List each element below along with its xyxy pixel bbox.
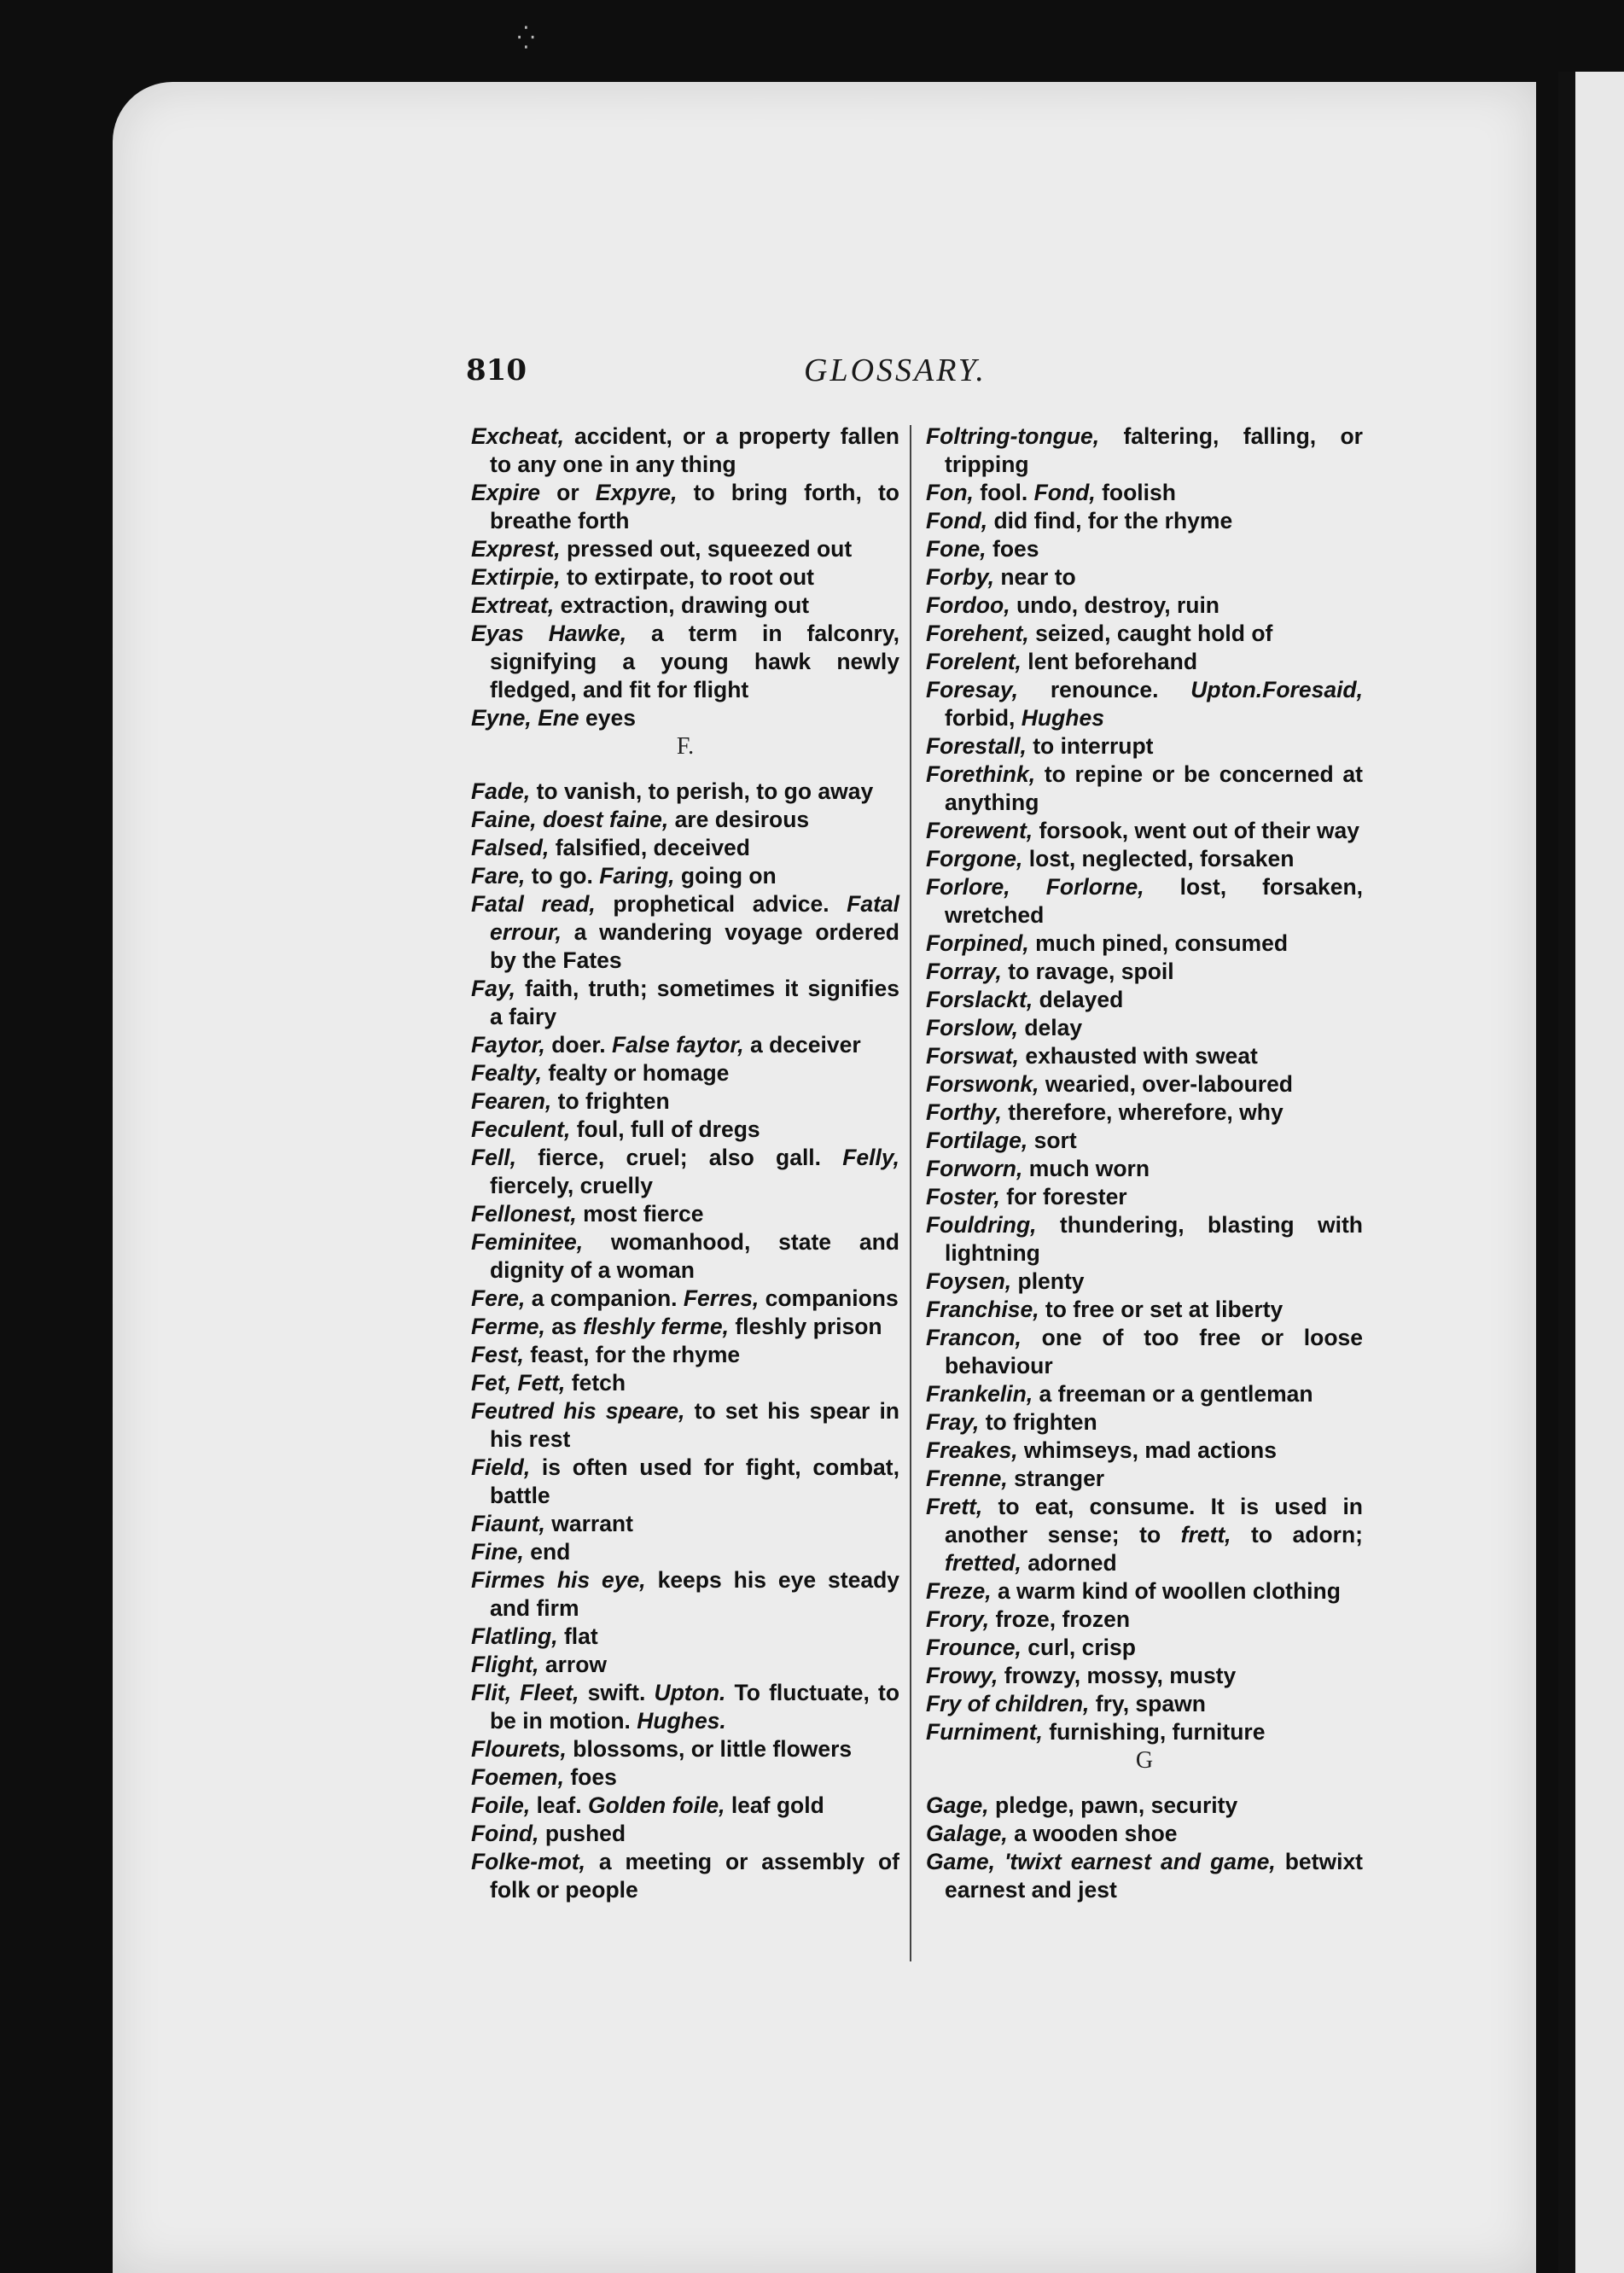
glossary-definition: is often used for fight, combat, battle [490, 1454, 899, 1508]
glossary-entry [471, 975, 899, 1031]
glossary-headword: Faine, doest faine, [471, 807, 669, 832]
glossary-definition: fleshly prison [728, 1314, 882, 1339]
glossary-headword: Forray, [926, 959, 1002, 984]
facing-page-edge [1575, 72, 1624, 2273]
glossary-definition: stranger [1007, 1466, 1105, 1491]
glossary-headword: Fordoo, [926, 592, 1010, 618]
glossary-definition: forsook, went out of their way [1033, 818, 1359, 843]
glossary-definition: did find, for the rhyme [987, 508, 1233, 533]
glossary-entry [926, 1296, 1363, 1324]
glossary-headword: Foster, [926, 1184, 1000, 1209]
glossary-entry [926, 1662, 1363, 1690]
glossary-entry [926, 1380, 1363, 1408]
glossary-definition: end [523, 1539, 571, 1565]
glossary-headword: Fon, [926, 480, 974, 505]
glossary-headword: Faytor, [471, 1032, 545, 1058]
glossary-headword: Eyne, Ene [471, 705, 579, 731]
glossary-headword: Fealty, [471, 1060, 542, 1086]
glossary-entry [471, 1735, 899, 1763]
glossary-definition: blossoms, or little flowers [566, 1736, 853, 1762]
glossary-headword: Forehent, [926, 621, 1029, 646]
glossary-subheadword: Foresaid, [1262, 677, 1363, 702]
glossary-entry [926, 1070, 1363, 1099]
glossary-headword: Francon, [926, 1325, 1022, 1350]
glossary-definition: curl, crisp [1021, 1635, 1136, 1660]
glossary-entry [926, 563, 1363, 592]
glossary-entry [471, 1792, 899, 1820]
glossary-entry [926, 1183, 1363, 1211]
glossary-source: Hughes [1021, 705, 1104, 731]
glossary-headword: Forslackt, [926, 987, 1033, 1012]
glossary-definition: a deceiver [743, 1032, 861, 1058]
glossary-headword: Fatal read, [471, 891, 596, 917]
glossary-definition: faith, truth; sometimes it signifies a fairy [490, 976, 899, 1029]
page-gutter-shadow [1558, 72, 1575, 2273]
glossary-entry [471, 1059, 899, 1087]
glossary-entry [926, 1268, 1363, 1296]
glossary-definition: forbid, [945, 705, 1022, 731]
glossary-definition: fool. [973, 480, 1034, 505]
glossary-entry [471, 620, 899, 704]
glossary-entry [471, 834, 899, 862]
glossary-headword: Extreat, [471, 592, 555, 618]
page-header [466, 353, 1362, 396]
glossary-entry [926, 423, 1363, 479]
glossary-definition: thundering, blasting with lightning [945, 1212, 1363, 1266]
glossary-entry [471, 890, 899, 975]
glossary-definition: fry, spawn [1089, 1691, 1206, 1716]
glossary-definition: womanhood, state and dignity of a woman [490, 1229, 899, 1283]
glossary-definition: to eat, consume. It is used in another sense; to [945, 1494, 1363, 1547]
glossary-entry [926, 958, 1363, 986]
glossary-definition: to go. [525, 863, 600, 889]
glossary-headword: Flatling, [471, 1623, 558, 1649]
glossary-entry [471, 1679, 899, 1735]
glossary-headword: Fade, [471, 778, 531, 804]
glossary-definition: a companion. [525, 1285, 684, 1311]
section-letter: G [1135, 1747, 1154, 1774]
page-number: 810 [466, 353, 527, 388]
glossary-definition: foul, full of dregs [570, 1116, 760, 1142]
glossary-headword: Forslow, [926, 1015, 1018, 1040]
glossary-headword: Flourets, [471, 1736, 567, 1762]
glossary-headword: Excheat, [471, 423, 565, 449]
glossary-definition: To fluctuate, to be in motion. [490, 1680, 900, 1734]
glossary-headword: Forswat, [926, 1043, 1019, 1069]
glossary-headword: Forworn, [926, 1156, 1023, 1181]
glossary-left-column [471, 423, 899, 1904]
glossary-right-column [926, 423, 1363, 1904]
glossary-entry [926, 845, 1363, 873]
glossary-subheadword: False faytor, [611, 1032, 744, 1058]
glossary-headword: Flit, Fleet, [471, 1680, 579, 1705]
glossary-headword: Forpined, [926, 930, 1029, 956]
glossary-definition: eyes [579, 705, 636, 731]
glossary-entry [471, 806, 899, 834]
glossary-definition: faltering, falling, or tripping [945, 423, 1363, 477]
glossary-entry [471, 1651, 899, 1679]
glossary-headword: Franchise, [926, 1297, 1039, 1322]
glossary-entry [926, 1155, 1363, 1183]
glossary-definition: a wooden shoe [1007, 1821, 1178, 1846]
glossary-source: Hughes. [637, 1708, 726, 1734]
glossary-headword: Fet, Fett, [471, 1370, 566, 1396]
glossary-headword: Gage, [926, 1792, 989, 1818]
glossary-headword: Frankelin, [926, 1381, 1033, 1407]
glossary-entry [471, 1397, 899, 1454]
glossary-headword: Fare, [471, 863, 526, 889]
glossary-definition: lent beforehand [1021, 649, 1198, 674]
glossary-entry [471, 1566, 899, 1623]
glossary-entry [471, 1623, 899, 1651]
glossary-headword: Forthy, [926, 1099, 1002, 1125]
glossary-entry [471, 1144, 899, 1200]
glossary-headword: Eyas Hawke, [471, 621, 627, 646]
glossary-entry [471, 1200, 899, 1228]
glossary-definition: frowzy, mossy, musty [998, 1663, 1237, 1688]
glossary-headword: Feutred his speare, [471, 1398, 685, 1424]
glossary-headword: Frett, [926, 1494, 983, 1519]
glossary-definition: renounce. [1018, 677, 1191, 702]
glossary-entry [926, 1690, 1363, 1718]
glossary-headword: Exprest, [471, 536, 561, 562]
glossary-definition: accident, or a property fallen to any one in any thing [490, 423, 899, 477]
glossary-definition: sort [1027, 1128, 1077, 1153]
glossary-definition: much pined, consumed [1028, 930, 1289, 956]
glossary-headword: Fine, [471, 1539, 524, 1565]
glossary-entry [926, 761, 1363, 817]
glossary-subheadword: frett, [1180, 1522, 1231, 1547]
column-divider [910, 425, 911, 1961]
glossary-headword: Folke-mot, [471, 1849, 585, 1874]
glossary-definition: seized, caught hold of [1028, 621, 1273, 646]
glossary-headword: Field, [471, 1454, 531, 1480]
glossary-definition: doer. [544, 1032, 612, 1058]
glossary-headword: Foysen, [926, 1268, 1012, 1294]
glossary-headword: Feminitee, [471, 1229, 584, 1255]
glossary-definition: whimseys, mad actions [1017, 1437, 1277, 1463]
glossary-entry [926, 1792, 1363, 1820]
glossary-definition: to frighten [551, 1088, 670, 1114]
glossary-alt-headword: Expyre, [595, 480, 678, 505]
glossary-definition: to extirpate, to root out [560, 564, 814, 590]
glossary-entry [471, 535, 899, 563]
glossary-headword: Forswonk, [926, 1071, 1039, 1097]
glossary-entry [471, 1087, 899, 1116]
glossary-headword: Galage, [926, 1821, 1008, 1846]
glossary-definition: extraction, drawing out [554, 592, 810, 618]
glossary-headword: Fiaunt, [471, 1511, 545, 1536]
glossary-entry [471, 1031, 899, 1059]
glossary-definition: to frighten [979, 1409, 1097, 1435]
glossary-entry [926, 507, 1363, 535]
glossary-definition: feast, for the rhyme [523, 1342, 741, 1367]
glossary-headword: Foemen, [471, 1764, 564, 1790]
glossary-definition: delay [1017, 1015, 1083, 1040]
glossary-headword: Falsed, [471, 835, 550, 860]
glossary-entry [471, 1369, 899, 1397]
glossary-definition: fetch [565, 1370, 626, 1396]
running-title: GLOSSARY. [804, 353, 987, 388]
glossary-subheadword: Fond, [1033, 480, 1096, 505]
glossary-definition: keeps his eye steady and firm [490, 1567, 899, 1621]
glossary-definition: foes [563, 1764, 617, 1790]
glossary-definition: pressed out, squeezed out [560, 536, 853, 562]
glossary-definition: plenty [1011, 1268, 1085, 1294]
glossary-entry [471, 1763, 899, 1792]
glossary-entry [926, 1493, 1363, 1577]
glossary-definition: a term in falconry, signifying a young hawk newly fledged, and fit for flight [490, 621, 899, 702]
glossary-headword: Foresay, [926, 677, 1019, 702]
glossary-entry [926, 873, 1363, 930]
glossary-entry [471, 704, 899, 732]
glossary-headword: Game, 'twixt earnest and game, [926, 1849, 1276, 1874]
glossary-entry [471, 479, 899, 535]
glossary-entry [926, 1211, 1363, 1268]
glossary-headword: Fortilage, [926, 1128, 1028, 1153]
glossary-headword: Forby, [926, 564, 994, 590]
scan-speck: ⁛ [517, 26, 535, 51]
glossary-entry [926, 1099, 1363, 1127]
glossary-definition: a freeman or a gentleman [1033, 1381, 1313, 1407]
glossary-headword: Foind, [471, 1821, 539, 1846]
glossary-subheadword: Golden foile, [587, 1792, 725, 1818]
glossary-headword: Foltring-tongue, [926, 423, 1100, 449]
glossary-headword: Extirpie, [471, 564, 561, 590]
glossary-entry [926, 676, 1363, 732]
glossary-definition: to repine or be concerned at anything [945, 761, 1363, 815]
glossary-entry [471, 1848, 899, 1904]
glossary-definition: much worn [1022, 1156, 1150, 1181]
glossary-subheadword: fleshly ferme, [583, 1314, 729, 1339]
glossary-definition: lost, forsaken, wretched [945, 874, 1363, 928]
glossary-definition: arrow [538, 1652, 608, 1677]
glossary-headword: Fay, [471, 976, 516, 1001]
glossary-definition: to vanish, to perish, to go away [530, 778, 874, 804]
glossary-definition: therefore, wherefore, why [1001, 1099, 1283, 1125]
glossary-definition: leaf. [530, 1792, 588, 1818]
glossary-entry [471, 1285, 899, 1313]
glossary-definition: wearied, over-laboured [1039, 1071, 1293, 1097]
glossary-definition: delayed [1033, 987, 1124, 1012]
glossary-definition: furnishing, furniture [1042, 1719, 1266, 1745]
glossary-entry [926, 732, 1363, 761]
glossary-definition: for forester [999, 1184, 1127, 1209]
glossary-definition: are desirous [668, 807, 810, 832]
glossary-entry [926, 1014, 1363, 1042]
glossary-definition: to bring forth, to breathe forth [490, 480, 899, 533]
glossary-entry [471, 1228, 899, 1285]
glossary-headword: Forethink, [926, 761, 1036, 787]
glossary-entry [926, 535, 1363, 563]
glossary-entry [926, 986, 1363, 1014]
glossary-definition: fierce, cruel; also gall. [516, 1145, 843, 1170]
glossary-entry [471, 1820, 899, 1848]
glossary-headword: Forelent, [926, 649, 1022, 674]
glossary-definition: pledge, pawn, security [988, 1792, 1238, 1818]
glossary-definition: fealty or homage [541, 1060, 730, 1086]
glossary-headword: Freze, [926, 1578, 992, 1604]
glossary-subheadword: Fatal errour, [490, 891, 900, 945]
glossary-subheadword: Felly, [842, 1145, 899, 1170]
glossary-definition: one of too free or loose behaviour [945, 1325, 1363, 1378]
glossary-definition: foolish [1095, 480, 1176, 505]
glossary-definition: warrant [544, 1511, 633, 1536]
glossary-entry [471, 592, 899, 620]
glossary-definition: froze, frozen [989, 1606, 1131, 1632]
glossary-definition: to set his spear in his rest [490, 1398, 899, 1452]
glossary-definition: to free or set at liberty [1039, 1297, 1283, 1322]
glossary-headword: Firmes his eye, [471, 1567, 646, 1593]
glossary-headword: Fellonest, [471, 1201, 577, 1227]
glossary-definition: falsified, deceived [549, 835, 750, 860]
glossary-headword: Fray, [926, 1409, 980, 1435]
glossary-entry [471, 862, 899, 890]
glossary-definition: as [544, 1314, 584, 1339]
glossary-headword: Forewent, [926, 818, 1033, 843]
glossary-headword: Frory, [926, 1606, 990, 1632]
glossary-entry [926, 1718, 1363, 1746]
glossary-subheadword: Faring, [599, 863, 675, 889]
glossary-definition: lost, neglected, forsaken [1022, 846, 1295, 871]
glossary-entry [926, 817, 1363, 845]
glossary-definition: flat [557, 1623, 598, 1649]
glossary-entry [926, 1820, 1363, 1848]
glossary-definition: to ravage, spoil [1001, 959, 1174, 984]
glossary-entry [471, 778, 899, 806]
glossary-headword: Ferme, [471, 1314, 545, 1339]
glossary-entry [926, 1606, 1363, 1634]
glossary-headword: Foile, [471, 1792, 531, 1818]
section-letter: F. [676, 733, 695, 760]
glossary-definition: foes [986, 536, 1039, 562]
glossary-entry [926, 930, 1363, 958]
glossary-headword: Frounce, [926, 1635, 1022, 1660]
glossary-entry [926, 1465, 1363, 1493]
glossary-entry [926, 1127, 1363, 1155]
glossary-entry [926, 1324, 1363, 1380]
glossary-headword: Frenne, [926, 1466, 1008, 1491]
glossary-headword: Forestall, [926, 733, 1027, 759]
glossary-definition: companions [759, 1285, 899, 1311]
glossary-definition: a warm kind of woollen clothing [991, 1578, 1341, 1604]
glossary-entry [471, 1454, 899, 1510]
glossary-headword: Fell, [471, 1145, 517, 1170]
glossary-entry [471, 1538, 899, 1566]
glossary-headword: Forlore, Forlorne, [926, 874, 1144, 900]
glossary-headword: Fond, [926, 508, 988, 533]
glossary-headword: Furniment, [926, 1719, 1043, 1745]
glossary-entry [471, 563, 899, 592]
glossary-headword: Forgone, [926, 846, 1023, 871]
glossary-entry [471, 1116, 899, 1144]
glossary-headword: Fere, [471, 1285, 526, 1311]
glossary-definition: going on [674, 863, 777, 889]
glossary-definition: to adorn; [1231, 1522, 1363, 1547]
glossary-headword: Fouldring, [926, 1212, 1037, 1238]
glossary-definition: most fierce [576, 1201, 704, 1227]
glossary-definition: swift. [579, 1680, 655, 1705]
glossary-headword: Freakes, [926, 1437, 1018, 1463]
glossary-definition: undo, destroy, ruin [1010, 592, 1219, 618]
glossary-headword: Fry of children, [926, 1691, 1090, 1716]
glossary-entry [926, 1577, 1363, 1606]
glossary-definition: to interrupt [1026, 733, 1154, 759]
glossary-entry [471, 1510, 899, 1538]
glossary-entry [926, 1042, 1363, 1070]
glossary-entry [926, 1848, 1363, 1904]
glossary-definition: pushed [538, 1821, 626, 1846]
glossary-entry [471, 423, 899, 479]
glossary-headword: Frowy, [926, 1663, 998, 1688]
glossary-entry [926, 1634, 1363, 1662]
glossary-entry [926, 648, 1363, 676]
glossary-definition: or [540, 480, 596, 505]
glossary-definition: adorned [1021, 1550, 1117, 1576]
glossary-definition: prophetical advice. [595, 891, 847, 917]
glossary-source: Upton. [654, 1680, 726, 1705]
glossary-entry [926, 620, 1363, 648]
glossary-headword: Expire [471, 480, 541, 505]
glossary-headword: Fearen, [471, 1088, 552, 1114]
glossary-headword: Feculent, [471, 1116, 571, 1142]
glossary-definition: leaf gold [725, 1792, 824, 1818]
glossary-headword: Flight, [471, 1652, 539, 1677]
glossary-definition: a meeting or assembly of folk or people [490, 1849, 899, 1903]
glossary-headword: Fone, [926, 536, 987, 562]
glossary-definition: near to [994, 564, 1076, 590]
glossary-source: Upton. [1190, 677, 1263, 702]
glossary-entry [926, 592, 1363, 620]
glossary-definition: betwixt earnest and jest [945, 1849, 1364, 1903]
glossary-entry [926, 1437, 1363, 1465]
glossary-entry [926, 1408, 1363, 1437]
glossary-definition: exhausted with sweat [1018, 1043, 1258, 1069]
glossary-definition: fiercely, cruelly [490, 1173, 654, 1198]
glossary-entry [471, 1341, 899, 1369]
glossary-subheadword: Ferres, [683, 1285, 760, 1311]
glossary-entry [926, 479, 1363, 507]
glossary-definition: a wandering voyage ordered by the Fates [490, 919, 899, 973]
glossary-subheadword: fretted, [945, 1550, 1022, 1576]
glossary-entry [471, 1313, 899, 1341]
glossary-headword: Fest, [471, 1342, 524, 1367]
